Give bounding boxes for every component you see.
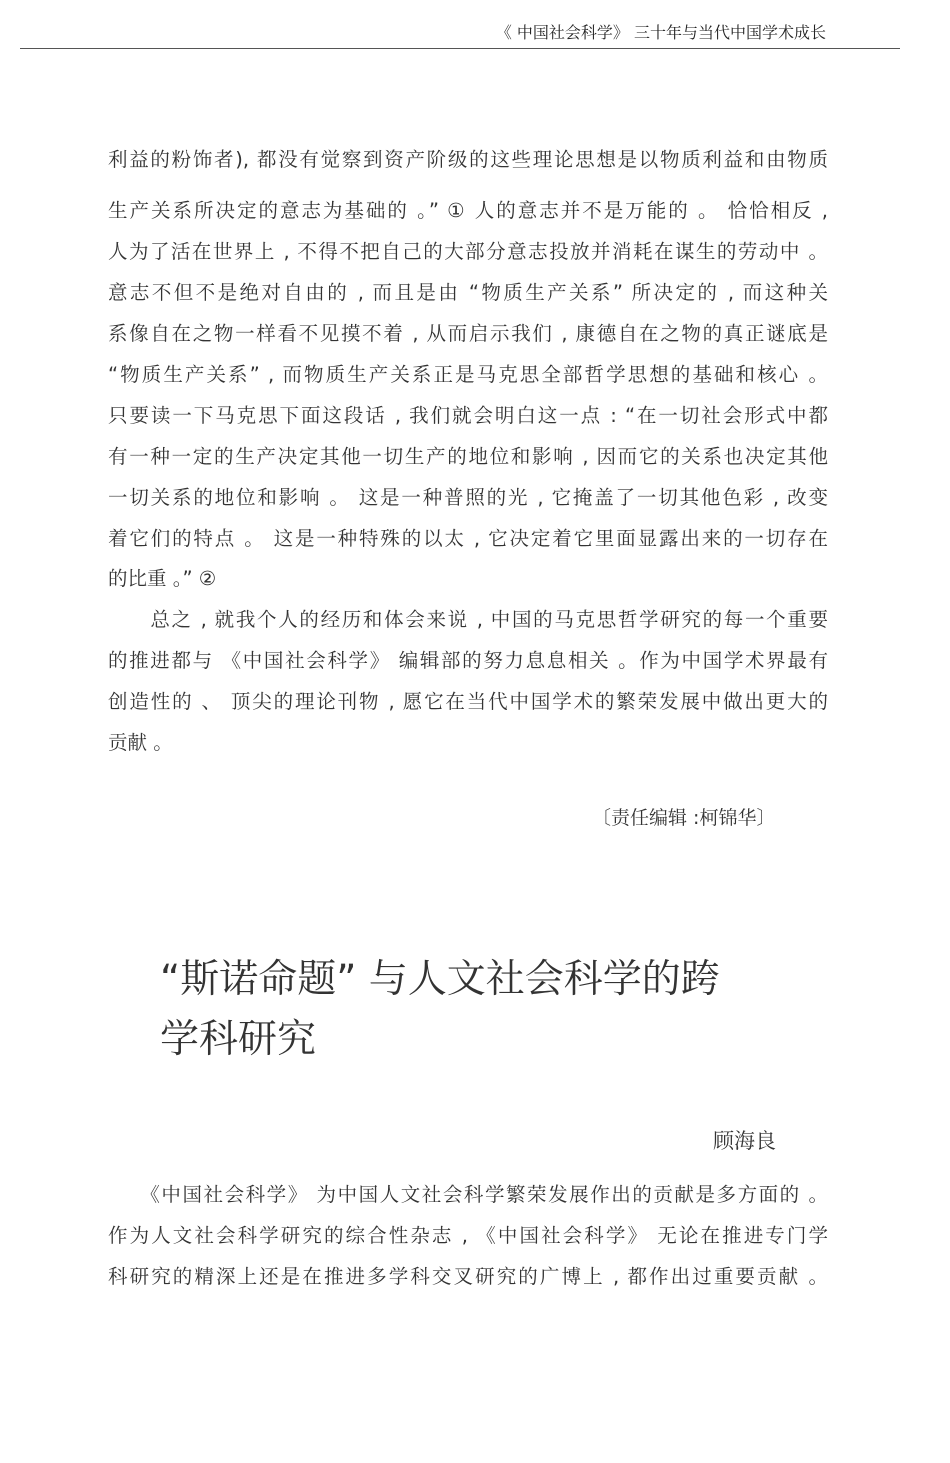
text-line: 的比重 。” ② [108, 567, 217, 590]
text-line: 系像自在之物一样看不见摸不着 , 从而启示我们 , 康德自在之物的真正谜底是 [108, 322, 828, 345]
text-line: 科研究的精深上还是在推进多学科交叉研究的广博上 , 都作出过重要贡献 。 [108, 1265, 828, 1288]
text-line: 只要读一下马克思下面这段话 , 我们就会明白这一点 : “在一切社会形式中都 [108, 404, 828, 427]
text-line: 贡献 。 [108, 731, 173, 754]
text-line: 着它们的特点 。 这是一种特殊的以太 , 它决定着它里面显露出来的一切存在 [108, 527, 828, 550]
header-divider [20, 48, 900, 49]
text-line: 总之 , 就我个人的经历和体会来说 , 中国的马克思哲学研究的每一个重要 [108, 608, 828, 631]
text-line: 一切关系的地位和影响 。 这是一种普照的光 , 它掩盖了一切其他色彩 , 改变 [108, 486, 828, 509]
text-line: 意志不但不是绝对自由的 , 而且是由 “物质生产关系” 所决定的 , 而这种关 [108, 281, 828, 304]
text-line: 有一种一定的生产决定其他一切生产的地位和影响 , 因而它的关系也决定其他 [108, 445, 828, 468]
text-line: 人为了活在世界上 , 不得不把自己的大部分意志投放并消耗在谋生的劳动中 。 [108, 240, 828, 263]
text-line: 利益的粉饰者), 都没有觉察到资产阶级的这些理论思想是以物质利益和由物质 [108, 148, 828, 171]
text-line: 作为人文社会科学研究的综合性杂志 , 《中国社会科学》 无论在推进专门学 [108, 1224, 828, 1247]
text-line: “物质生产关系” , 而物质生产关系正是马克思全部哲学思想的基础和核心 。 [108, 363, 828, 386]
text-line: 创造性的 、 顶尖的理论刊物 , 愿它在当代中国学术的繁荣发展中做出更大的 [108, 690, 828, 713]
text-line: 生产关系所决定的意志为基础的 。” ① 人的意志并不是万能的 。 恰恰相反 , [108, 199, 828, 222]
running-header: 《 中国社会科学》 三十年与当代中国学术成长 [495, 23, 826, 42]
responsible-editor: 〔责任编辑 :柯锦华〕 [592, 807, 776, 829]
article-title-cont: 学科研究 [160, 1017, 317, 1062]
article-title: “斯诺命题” 与人文社会科学的跨 [160, 957, 720, 1002]
article-author: 顾海良 [713, 1129, 776, 1153]
text-line: 《中国社会科学》 为中国人文社会科学繁荣发展作出的贡献是多方面的 。 [108, 1183, 828, 1206]
text-line: 的推进都与 《中国社会科学》 编辑部的努力息息相关 。作为中国学术界最有 [108, 649, 828, 672]
